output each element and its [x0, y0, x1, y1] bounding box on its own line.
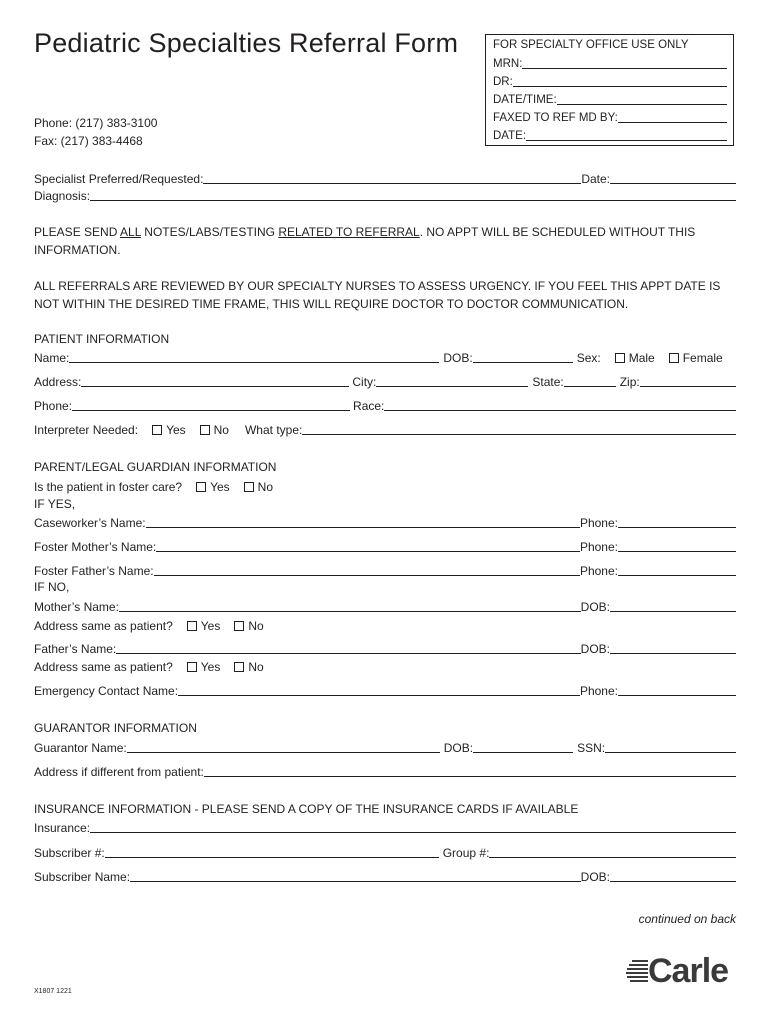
- notice-send-notes: PLEASE SEND ALL NOTES/LABS/TESTING RELATED TO REFERRAL. NO APPT WILL BE SCHEDULED WITHOUT THIS INFORMATION.: [34, 225, 696, 257]
- guarantor-info-heading: GUARANTOR INFORMATION: [34, 721, 197, 735]
- patient-state-field[interactable]: [564, 386, 616, 387]
- carle-logo: [626, 954, 728, 988]
- foster-mother-name-field[interactable]: [156, 551, 580, 552]
- office-field-datetime[interactable]: DATE/TIME:: [493, 91, 727, 107]
- foster-father-name-field[interactable]: [154, 575, 580, 576]
- father-address-yes-checkbox[interactable]: Yes: [187, 660, 221, 674]
- guarantor-ssn-field[interactable]: [605, 752, 736, 753]
- form-code: X1807 1221: [34, 988, 72, 995]
- guarantor-name-field[interactable]: [127, 752, 440, 753]
- carle-logo-text: Carle: [648, 952, 729, 990]
- phone-number: Phone: (217) 383-3100: [34, 116, 158, 130]
- specialist-row: Specialist Preferred/Requested: Date:: [34, 170, 736, 186]
- patient-address-field[interactable]: [81, 386, 349, 387]
- checkbox-icon: [244, 482, 254, 492]
- patient-name-field[interactable]: [69, 362, 439, 363]
- father-name-field[interactable]: [116, 653, 580, 654]
- insurance-field[interactable]: [90, 832, 736, 833]
- foster-father-phone-field[interactable]: [618, 575, 736, 576]
- guarantor-address-field[interactable]: [204, 776, 736, 777]
- caseworker-row: Caseworker’s Name: Phone:: [34, 514, 736, 530]
- office-field-mrn[interactable]: MRN:: [493, 55, 727, 71]
- mother-address-no-checkbox[interactable]: No: [234, 619, 263, 633]
- form-title: Pediatric Specialties Referral Form: [34, 28, 459, 58]
- father-address-same-row: Address same as patient? Yes No: [34, 660, 264, 674]
- foster-mother-row: Foster Mother’s Name: Phone:: [34, 538, 736, 554]
- patient-dob-field[interactable]: [473, 362, 573, 363]
- caseworker-name-field[interactable]: [146, 527, 580, 528]
- guardian-info-heading: PARENT/LEGAL GUARDIAN INFORMATION: [34, 460, 277, 474]
- sex-male-checkbox[interactable]: Male: [615, 351, 655, 365]
- subscriber-name-row: Subscriber Name: DOB:: [34, 868, 736, 884]
- notice-urgency: ALL REFERRALS ARE REVIEWED BY OUR SPECIALTY NURSES TO ASSESS URGENCY. IF YOU FEEL THIS APPT DATE IS NOT WITHIN THE DESIRED TIME FRAME, THIS WILL REQUIRE DOCTOR TO DOCTOR COMMUNICATION.: [34, 279, 721, 311]
- referral-date-field[interactable]: [610, 183, 736, 184]
- father-row: Father’s Name: DOB:: [34, 640, 736, 656]
- checkbox-icon: [152, 425, 162, 435]
- checkbox-icon: [234, 662, 244, 672]
- diagnosis-row: Diagnosis:: [34, 187, 736, 203]
- foster-mother-phone-field[interactable]: [618, 551, 736, 552]
- checkbox-icon: [200, 425, 210, 435]
- patient-phone-field[interactable]: [72, 410, 350, 411]
- carle-logo-mark-icon: [626, 958, 648, 984]
- foster-yes-checkbox[interactable]: Yes: [196, 480, 230, 494]
- mother-dob-field[interactable]: [610, 611, 736, 612]
- interpreter-no-checkbox[interactable]: No: [200, 423, 229, 437]
- emergency-contact-field[interactable]: [178, 695, 580, 696]
- diagnosis-field[interactable]: [90, 200, 736, 201]
- checkbox-icon: [669, 353, 679, 363]
- patient-phone-row: Phone: Race:: [34, 397, 736, 413]
- checkbox-icon: [196, 482, 206, 492]
- subscriber-number-row: Subscriber #: Group #:: [34, 844, 736, 860]
- mother-row: Mother’s Name: DOB:: [34, 598, 736, 614]
- subscriber-number-field[interactable]: [105, 857, 439, 858]
- continued-on-back: continued on back: [638, 912, 736, 926]
- office-field-faxed-by[interactable]: FAXED TO REF MD BY:: [493, 109, 727, 125]
- specialist-field[interactable]: [203, 183, 581, 184]
- mother-address-yes-checkbox[interactable]: Yes: [187, 619, 221, 633]
- father-address-no-checkbox[interactable]: No: [234, 660, 263, 674]
- office-field-dr[interactable]: DR:: [493, 73, 727, 89]
- caseworker-phone-field[interactable]: [618, 527, 736, 528]
- foster-no-checkbox[interactable]: No: [244, 480, 273, 494]
- emergency-contact-row: Emergency Contact Name: Phone:: [34, 682, 736, 698]
- mother-name-field[interactable]: [119, 611, 581, 612]
- if-no-label: IF NO,: [34, 580, 70, 594]
- sex-female-checkbox[interactable]: Female: [669, 351, 723, 365]
- insurance-row: Insurance:: [34, 819, 736, 835]
- foster-care-row: Is the patient in foster care? Yes No: [34, 480, 274, 494]
- checkbox-icon: [615, 353, 625, 363]
- group-number-field[interactable]: [489, 857, 736, 858]
- patient-name-row: Name: DOB: Sex: Male Female: [34, 351, 723, 365]
- mother-address-same-row: Address same as patient? Yes No: [34, 619, 264, 633]
- office-field-date[interactable]: DATE:: [493, 127, 727, 143]
- subscriber-dob-field[interactable]: [610, 881, 736, 882]
- checkbox-icon: [234, 621, 244, 631]
- guarantor-dob-field[interactable]: [473, 752, 573, 753]
- checkbox-icon: [187, 621, 197, 631]
- interpreter-type-field[interactable]: [302, 434, 736, 435]
- if-yes-label: IF YES,: [34, 497, 76, 511]
- office-use-box: [485, 34, 734, 146]
- emergency-phone-field[interactable]: [618, 695, 736, 696]
- checkbox-icon: [187, 662, 197, 672]
- patient-city-field[interactable]: [376, 386, 528, 387]
- patient-address-row: Address: City: State: Zip:: [34, 373, 736, 389]
- patient-zip-field[interactable]: [640, 386, 736, 387]
- subscriber-name-field[interactable]: [130, 881, 581, 882]
- fax-number: Fax: (217) 383-4468: [34, 134, 143, 148]
- guarantor-name-row: Guarantor Name: DOB: SSN:: [34, 739, 736, 755]
- office-use-title: FOR SPECIALTY OFFICE USE ONLY: [493, 39, 689, 51]
- interpreter-yes-checkbox[interactable]: Yes: [152, 423, 186, 437]
- insurance-info-heading: INSURANCE INFORMATION - PLEASE SEND A COPY OF THE INSURANCE CARDS IF AVAILABLE: [34, 802, 579, 816]
- guarantor-address-row: Address if different from patient:: [34, 763, 736, 779]
- father-dob-field[interactable]: [610, 653, 736, 654]
- interpreter-row: Interpreter Needed: Yes No What type:: [34, 421, 736, 437]
- patient-race-field[interactable]: [384, 410, 736, 411]
- foster-father-row: Foster Father’s Name: Phone:: [34, 562, 736, 578]
- patient-info-heading: PATIENT INFORMATION: [34, 332, 170, 346]
